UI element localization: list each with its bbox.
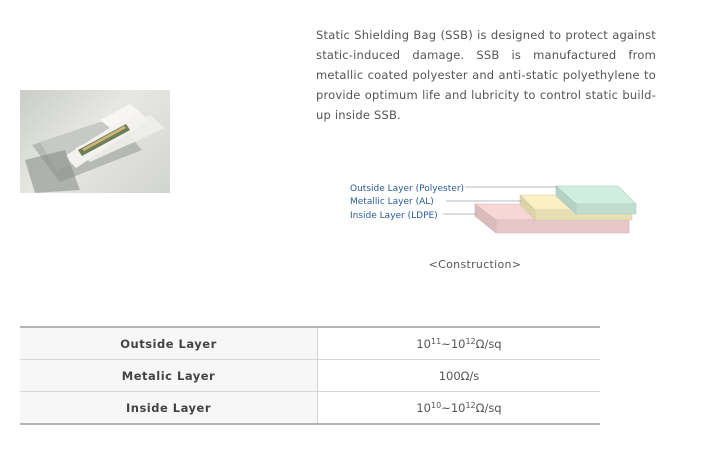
table-row: [20, 392, 600, 425]
product-photo: [20, 90, 170, 193]
row-value: 100Ω/s: [318, 360, 601, 392]
product-description: Static Shielding Bag (SSB) is designed to protect against static-induced damage. SSB is manufactured from metallic coated polyester and anti-static polyethylene to provide optimum life and lubricity to control static build-up inside SSB.: [316, 28, 656, 122]
row-label: Outside Layer: [20, 327, 318, 360]
inside-layer-label: Inside Layer (LDPE): [350, 211, 438, 221]
diagram-caption: <Construction>: [428, 258, 522, 271]
construction-diagram: [340, 176, 650, 246]
row-value: $10^{11}\sim 10^{12}\Omega/sq$: [318, 327, 601, 360]
static-shielding-bag-image: [20, 90, 170, 193]
table-row: [20, 327, 600, 360]
specification-table: [20, 326, 600, 425]
row-label: Metalic Layer: [20, 360, 318, 392]
row-value: $10^{10}\sim 10^{12}\Omega/sq$: [416, 400, 502, 415]
row-label: Inside Layer: [20, 392, 318, 425]
metallic-layer-label: Metallic Layer (AL): [350, 197, 434, 207]
table-row: [20, 360, 600, 392]
outside-layer-label: Outside Layer (Polyester): [350, 184, 465, 194]
